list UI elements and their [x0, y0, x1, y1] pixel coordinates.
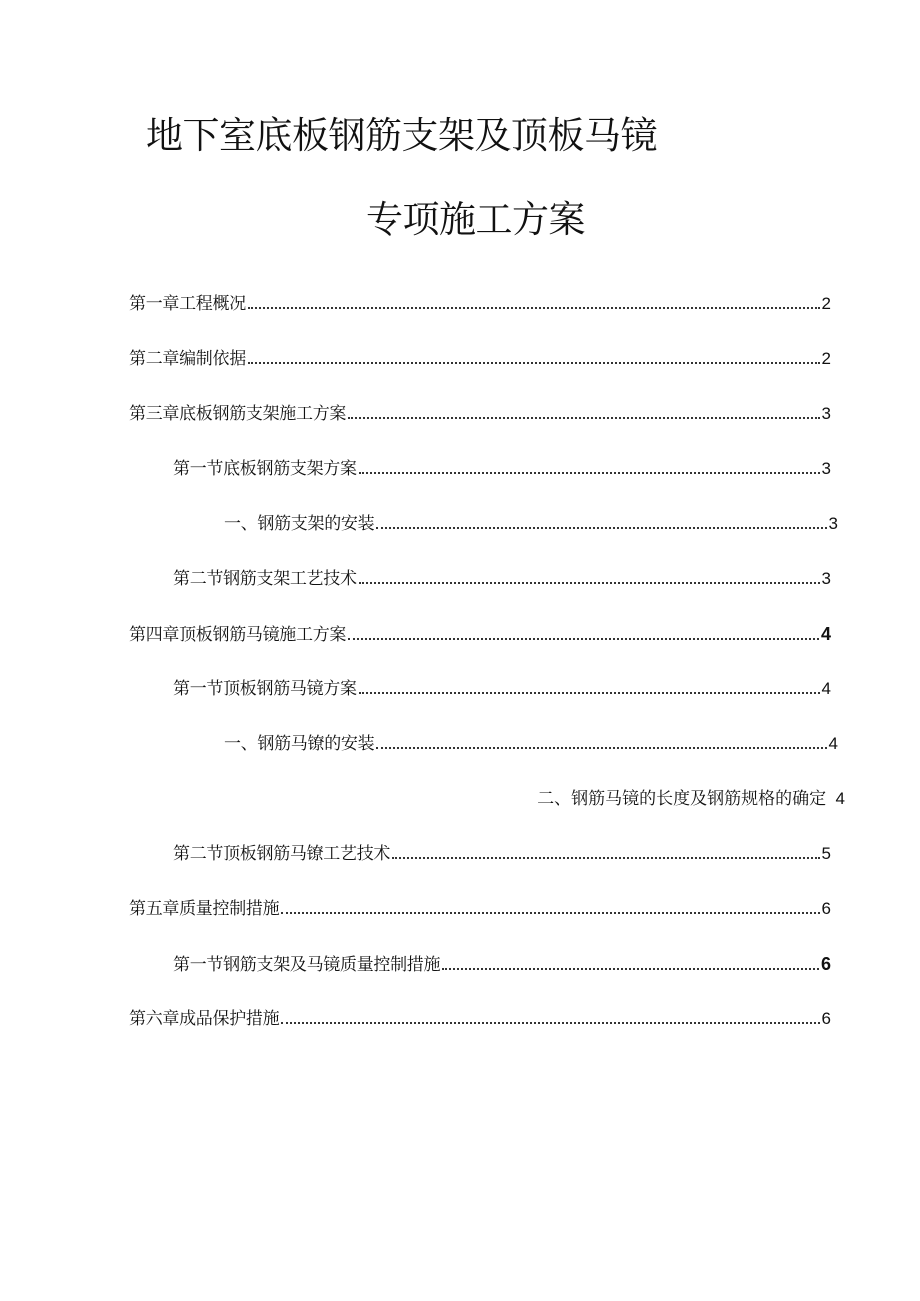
toc-entry-page: 6 [821, 1009, 831, 1028]
toc-entry-page: 3 [821, 459, 831, 478]
toc-entry-label: 第一节顶板钢筋马镜方案 [173, 679, 357, 699]
toc-entry-label: 二、钢筋马镜的长度及钢筋规格的确定 [537, 789, 827, 809]
toc-entry-label: 一、钢筋支架的安装 [224, 514, 375, 534]
toc-dot-leader [348, 417, 819, 419]
toc-entry-page: 2 [821, 294, 831, 313]
toc-entry-chapter-4-section-2[interactable] [173, 841, 831, 867]
toc-entry-label: 第一章工程概况 [129, 294, 246, 314]
toc-entry-chapter-4[interactable] [129, 621, 831, 647]
toc-dot-leader [359, 692, 820, 694]
toc-dot-leader [376, 527, 826, 529]
toc-entry-chapter-4-section-1[interactable] [173, 676, 831, 702]
toc-entry-page: 4 [820, 624, 831, 644]
toc-dot-leader [281, 1022, 819, 1024]
toc-entry-label: 第二节钢筋支架工艺技术 [173, 569, 357, 589]
toc-entry-page: 4 [835, 789, 845, 808]
toc-entry-chapter-4-section-1-item-1[interactable] [224, 731, 838, 757]
toc-entry-label: 一、钢筋马镣的安装 [224, 734, 375, 754]
toc-entry-label: 第三章底板钢筋支架施工方案 [129, 404, 347, 424]
toc-dot-leader [359, 582, 820, 584]
toc-entry-label: 第五章质量控制措施 [129, 899, 280, 919]
toc-entry-page: 4 [828, 734, 838, 753]
document-title-line1: 地下室底板钢筋支架及顶板马镜 [146, 114, 657, 157]
toc-entry-label: 第一节底板钢筋支架方案 [173, 459, 357, 479]
toc-entry-chapter-1[interactable] [129, 291, 831, 317]
toc-dot-leader [248, 307, 820, 309]
toc-entry-chapter-3-section-1-item-1[interactable] [224, 511, 838, 537]
toc-entry-label: 第一节钢筋支架及马镜质量控制措施 [173, 955, 441, 975]
toc-entry-page: 5 [821, 844, 831, 863]
toc-entry-label: 第二节顶板钢筋马镣工艺技术 [173, 844, 391, 864]
toc-entry-label: 第四章顶板钢筋马镜施工方案 [129, 625, 347, 645]
toc-entry-chapter-6[interactable] [129, 1006, 831, 1032]
toc-entry-chapter-3-section-2[interactable] [173, 566, 831, 592]
toc-entry-page: 3 [821, 569, 831, 588]
toc-entry-chapter-2[interactable] [129, 346, 831, 372]
toc-dot-leader [392, 857, 819, 859]
toc-entry-page: 3 [821, 404, 831, 423]
toc-entry-chapter-5[interactable] [129, 896, 831, 922]
toc-entry-page: 2 [821, 349, 831, 368]
toc-dot-leader [359, 472, 820, 474]
toc-dot-leader [442, 968, 819, 970]
toc-entry-page: 6 [821, 899, 831, 918]
toc-entry-page: 6 [820, 954, 831, 974]
toc-entry-chapter-3-section-1[interactable] [173, 456, 831, 482]
toc-entry-label: 第二章编制依据 [129, 349, 246, 369]
toc-entry-chapter-3[interactable] [129, 401, 831, 427]
document-title-line2: 专项施工方案 [366, 198, 585, 241]
toc-dot-leader [376, 747, 826, 749]
toc-dot-leader [348, 638, 819, 640]
toc-entry-chapter-4-section-1-item-2[interactable] [511, 786, 845, 812]
toc-entry-page: 4 [821, 679, 831, 698]
toc-dot-leader [248, 362, 820, 364]
toc-dot-leader [281, 912, 819, 914]
toc-entry-chapter-5-section-1[interactable] [173, 951, 831, 977]
toc-entry-label: 第六章成品保护措施 [129, 1009, 280, 1029]
toc-entry-page: 3 [828, 514, 838, 533]
